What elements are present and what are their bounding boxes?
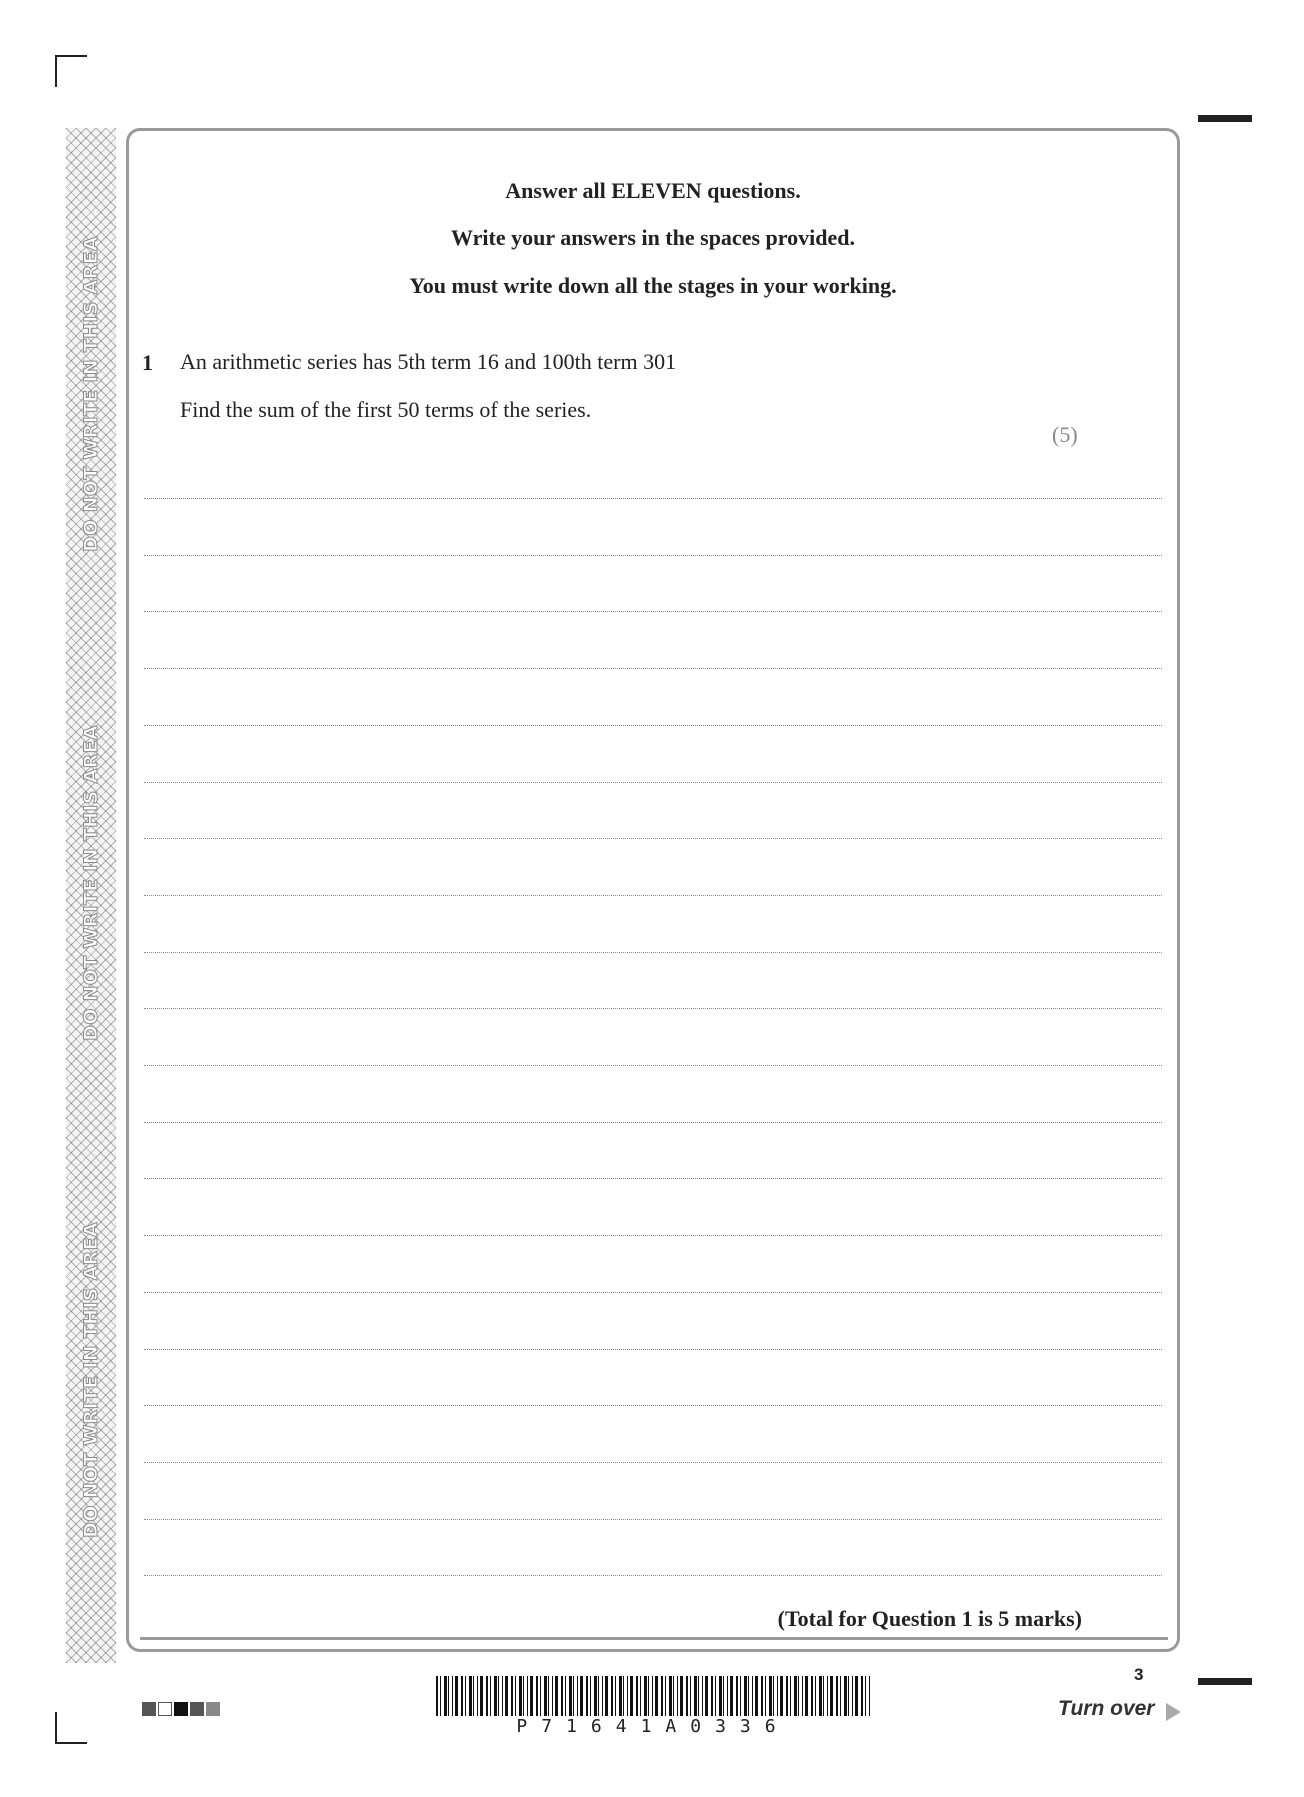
answer-line[interactable]: [144, 1292, 1162, 1293]
question-number: 1: [142, 350, 153, 375]
page-number: 3: [1134, 1665, 1144, 1684]
answer-line[interactable]: [144, 668, 1162, 669]
frame-bottom-rule: [140, 1637, 1168, 1640]
crop-mark-bottom-left-h: [55, 1742, 87, 1744]
registration-bar-top-right: [1198, 115, 1252, 122]
crop-mark-bottom-left-v: [55, 1712, 57, 1744]
question-marks: (5): [1052, 422, 1078, 447]
answer-line[interactable]: [144, 1178, 1162, 1179]
turn-over-label: Turn over: [1058, 1697, 1155, 1720]
footer-marker-square: [174, 1702, 188, 1716]
question-total: (Total for Question 1 is 5 marks): [777, 1606, 1082, 1631]
answer-line[interactable]: [144, 555, 1162, 556]
answer-line[interactable]: [144, 1575, 1162, 1576]
instruction-line: You must write down all the stages in your working.: [409, 273, 897, 298]
instruction-line: Write your answers in the spaces provided.: [451, 225, 855, 250]
answer-line[interactable]: [144, 1405, 1162, 1406]
turn-over-arrow-icon: [1166, 1703, 1181, 1721]
instruction-line: Answer all ELEVEN questions.: [505, 178, 801, 203]
answer-line[interactable]: [144, 1235, 1162, 1236]
crop-mark-top-left-v: [55, 55, 57, 87]
answer-line[interactable]: [144, 1008, 1162, 1009]
answer-line[interactable]: [144, 952, 1162, 953]
answer-line[interactable]: [144, 611, 1162, 612]
answer-line[interactable]: [144, 1065, 1162, 1066]
footer-marker-square: [142, 1702, 156, 1716]
answer-line[interactable]: [144, 1519, 1162, 1520]
question-text: An arithmetic series has 5th term 16 and 100th term 301: [180, 349, 677, 374]
registration-bar-bottom-right: [1198, 1678, 1252, 1685]
answer-line[interactable]: [144, 1349, 1162, 1350]
answer-line[interactable]: [144, 1462, 1162, 1463]
barcode-text: P71641A0336: [516, 1716, 790, 1737]
footer-marker-square: [206, 1702, 220, 1716]
footer-marker-square: [190, 1702, 204, 1716]
barcode: [436, 1676, 870, 1716]
answer-line[interactable]: [144, 895, 1162, 896]
answer-line[interactable]: [144, 498, 1162, 499]
crop-mark-top-left-h: [55, 55, 87, 57]
answer-line[interactable]: [144, 1122, 1162, 1123]
question-task: Find the sum of the first 50 terms of the series.: [180, 397, 592, 422]
footer-marker-square: [158, 1702, 172, 1716]
answer-line[interactable]: [144, 725, 1162, 726]
answer-line[interactable]: [144, 782, 1162, 783]
answer-line[interactable]: [144, 838, 1162, 839]
